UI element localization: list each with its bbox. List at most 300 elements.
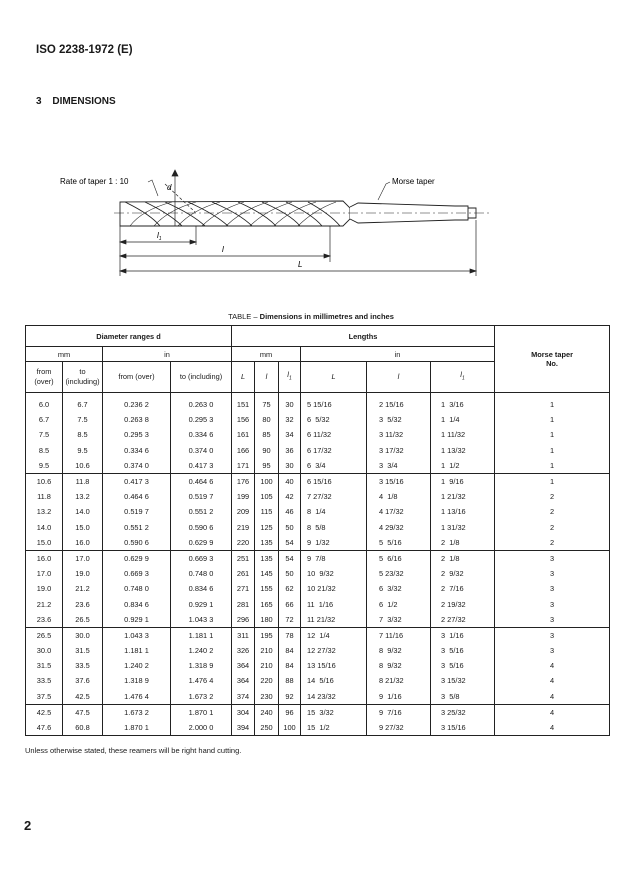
table-cell: 2 27/32 [431,612,495,628]
page-number: 2 [24,818,32,833]
table-cell: 3 [495,550,610,566]
table-cell: 4 [495,658,610,673]
table-cell: 10.6 [26,473,63,489]
table-cell: 1.673 2 [103,704,171,720]
table-cell: 3 17/32 [367,443,431,458]
table-cell: 155 [255,581,279,596]
table-cell: 281 [232,596,255,611]
table-cell: 5 23/32 [367,566,431,581]
table-cell: 0.519 7 [103,504,171,519]
table-cell: 30.0 [63,627,103,643]
table-cell: 171 [232,458,255,474]
table-cell: 0.929 1 [103,612,171,628]
morse-leader [378,182,390,200]
table-cell: 12 1/4 [301,627,367,643]
table-cell: 2 1/8 [431,550,495,566]
table-cell: 1 [495,473,610,489]
table-cell: 1 1/4 [431,412,495,427]
L-label: L [298,260,303,269]
table-cell: 96 [279,704,301,720]
table-cell: 0.551 2 [171,504,232,519]
table-cell: 15.0 [26,535,63,551]
table-cell: 311 [232,627,255,643]
table-cell: 9.5 [63,443,103,458]
table-cell: 1 9/16 [431,473,495,489]
table-cell: 5 6/16 [367,550,431,566]
table-cell: 85 [255,427,279,442]
L-in-header: L [301,362,367,393]
table-cell: 21.2 [63,581,103,596]
table-cell: 84 [279,643,301,658]
table-cell: 9 1/32 [301,535,367,551]
table-cell: 326 [232,643,255,658]
table-cell: 19.0 [26,581,63,596]
table-cell: 1.673 2 [171,689,232,705]
table-cell: 4 [495,673,610,688]
table-cell: 10 9/32 [301,566,367,581]
table-cell: 42.5 [63,689,103,705]
table-cell: 2 19/32 [431,596,495,611]
table-cell: 54 [279,535,301,551]
table-cell: 364 [232,658,255,673]
table-cell: 1 1/2 [431,458,495,474]
table-cell: 3 15/16 [431,720,495,736]
dimensions-table [25,325,610,736]
table-cell: 0.669 3 [171,550,232,566]
table-cell: 0.519 7 [171,489,232,504]
table-cell: 3 1/16 [431,627,495,643]
l1-header: $l_1$ [279,362,301,393]
table-cell: 1.476 4 [171,673,232,688]
table-cell: 80 [255,412,279,427]
table-row [26,581,610,596]
mm2-header: mm [232,347,301,362]
table-cell: 1 21/32 [431,489,495,504]
table-cell: 30 [279,393,301,413]
table-cell: 3 [495,596,610,611]
morse-header: Morse taper No. [495,326,610,393]
table-cell: 2 [495,520,610,535]
table-row [26,720,610,736]
table-cell: 135 [255,535,279,551]
table-cell: 2 7/16 [431,581,495,596]
table-cell: 0.464 6 [171,473,232,489]
table-cell: 46 [279,504,301,519]
table-cell: 14 5/16 [301,673,367,688]
table-cell: 6 17/32 [301,443,367,458]
table-cell: 9 7/16 [367,704,431,720]
l1-in-header: $l_1$ [431,362,495,393]
table-cell: 176 [232,473,255,489]
table-cell: 66 [279,596,301,611]
table-cell: 62 [279,581,301,596]
table-cell: 37.5 [26,689,63,705]
table-cell: 36 [279,443,301,458]
table-cell: 7 11/16 [367,627,431,643]
rate-label: Rate of taper 1 : 10 [60,177,129,186]
table-cell: 3 5/16 [431,658,495,673]
L-header: L [232,362,255,393]
table-cell: 0.464 6 [103,489,171,504]
table-cell: 2 9/32 [431,566,495,581]
table-cell: 6.7 [26,412,63,427]
from-over-in-header: from (over) [103,362,171,393]
table-row [26,393,610,413]
table-cell: 2 15/16 [367,393,431,413]
table-cell: 11 21/32 [301,612,367,628]
table-cell: 31.5 [63,643,103,658]
table-cell: 17.0 [26,566,63,581]
table-cell: 75 [255,393,279,413]
table-cell: 6 1/2 [367,596,431,611]
table-cell: 4 [495,720,610,736]
table-cell: 165 [255,596,279,611]
table-cell: 47.6 [26,720,63,736]
table-cell: 23.6 [26,612,63,628]
table-cell: 0.295 3 [103,427,171,442]
table-cell: 10 21/32 [301,581,367,596]
table-cell: 6 3/4 [301,458,367,474]
table-caption-main: Dimensions in millimetres and inches [259,312,394,321]
table-cell: 3 5/32 [367,412,431,427]
table-cell: 1.476 4 [103,689,171,705]
table-cell: 3 3/4 [367,458,431,474]
table-cell: 0.417 3 [171,458,232,474]
table-cell: 394 [232,720,255,736]
table-cell: 4 [495,704,610,720]
table-cell: 19.0 [63,566,103,581]
table-cell: 1.181 1 [171,627,232,643]
table-cell: 5 15/16 [301,393,367,413]
table-cell: 11.8 [63,473,103,489]
table-cell: 3 [495,581,610,596]
table-row [26,458,610,474]
table-cell: 21.2 [26,596,63,611]
table-cell: 3 15/32 [431,673,495,688]
table-cell: 1.181 1 [103,643,171,658]
table-cell: 135 [255,550,279,566]
table-cell: 10.6 [63,458,103,474]
table-cell: 11.8 [26,489,63,504]
table-row [26,704,610,720]
table-cell: 7.5 [63,412,103,427]
table-cell: 14 23/32 [301,689,367,705]
to-including-header: to (including) [63,362,103,393]
table-cell: 26.5 [26,627,63,643]
table-cell: 8 1/4 [301,504,367,519]
table-cell: 3 [495,612,610,628]
table-row [26,673,610,688]
table-cell: 1.240 2 [103,658,171,673]
table-cell: 15.0 [63,520,103,535]
table-cell: 8 21/32 [367,673,431,688]
table-cell: 4 1/8 [367,489,431,504]
table-cell: 1.318 9 [171,658,232,673]
table-caption [0,312,622,321]
table-cell: 210 [255,643,279,658]
table-cell: 95 [255,458,279,474]
table-cell: 145 [255,566,279,581]
table-cell: 42.5 [26,704,63,720]
table-cell: 374 [232,689,255,705]
table-cell: 3 5/16 [431,643,495,658]
table-cell: 100 [279,720,301,736]
table-cell: 100 [255,473,279,489]
table-cell: 364 [232,673,255,688]
l-label: l [222,245,224,254]
table-cell: 0.590 6 [103,535,171,551]
morse-label: Morse taper [392,177,435,186]
table-cell: 296 [232,612,255,628]
table-cell: 8 9/32 [367,643,431,658]
table-cell: 251 [232,550,255,566]
table-cell: 8 5/8 [301,520,367,535]
table-cell: 115 [255,504,279,519]
table-cell: 3 [495,627,610,643]
table-cell: 0.334 6 [171,427,232,442]
table-cell: 72 [279,612,301,628]
table-row [26,596,610,611]
reamer-drawing [0,0,622,300]
table-cell: 3 11/32 [367,427,431,442]
table-cell: 1.240 2 [171,643,232,658]
table-cell: 90 [255,443,279,458]
table-cell: 9 7/8 [301,550,367,566]
table-cell: 11 1/16 [301,596,367,611]
table-cell: 17.0 [63,550,103,566]
table-row [26,658,610,673]
table-row [26,473,610,489]
table-cell: 3 25/32 [431,704,495,720]
table-cell: 0.629 9 [103,550,171,566]
table-cell: 54 [279,550,301,566]
table-cell: 271 [232,581,255,596]
table-cell: 6.0 [26,393,63,413]
section-title: DIMENSIONS [52,96,116,107]
table-cell: 1.043 3 [171,612,232,628]
table-cell: 261 [232,566,255,581]
table-cell: 210 [255,658,279,673]
table-cell: 0.551 2 [103,520,171,535]
document-header: ISO 2238-1972 (E) [36,44,133,56]
table-cell: 2 1/8 [431,535,495,551]
table-cell: 23.6 [63,596,103,611]
table-row [26,504,610,519]
table-cell: 34 [279,427,301,442]
table-cell: 40 [279,473,301,489]
table-cell: 220 [255,673,279,688]
table-cell: 13.2 [26,504,63,519]
diameter-header: Diameter ranges d [26,326,232,347]
table-cell: 1 13/16 [431,504,495,519]
table-cell: 50 [279,566,301,581]
table-cell: 3 15/16 [367,473,431,489]
table-cell: 8 9/32 [367,658,431,673]
table-cell: 12 27/32 [301,643,367,658]
table-cell: 3 [495,566,610,581]
table-cell: 6 5/32 [301,412,367,427]
table-row [26,489,610,504]
table-row [26,643,610,658]
in-header: in [103,347,232,362]
table-cell: 151 [232,393,255,413]
table-cell: 47.5 [63,704,103,720]
table-row [26,689,610,705]
table-cell: 0.236 2 [103,393,171,413]
table-cell: 1 [495,412,610,427]
table-body [26,393,610,736]
section-number: 3 [36,96,42,107]
table-cell: 1 31/32 [431,520,495,535]
table-cell: 195 [255,627,279,643]
table-cell: 0.629 9 [171,535,232,551]
table-cell: 1 [495,443,610,458]
table-cell: 92 [279,689,301,705]
table-cell: 0.263 0 [171,393,232,413]
lengths-header: Lengths [232,326,495,347]
table-cell: 1 13/32 [431,443,495,458]
table-cell: 3 [495,643,610,658]
table-cell: 14.0 [26,520,63,535]
table-cell: 8.5 [26,443,63,458]
table-cell: 2 [495,489,610,504]
table-row [26,550,610,566]
table-cell: 0.374 0 [171,443,232,458]
table-cell: 4 17/32 [367,504,431,519]
table-row [26,427,610,442]
l-in-header: l [367,362,431,393]
table-cell: 16.0 [63,535,103,551]
table-cell: 1.043 3 [103,627,171,643]
table-row [26,535,610,551]
table-cell: 0.334 6 [103,443,171,458]
l-header: l [255,362,279,393]
table-cell: 156 [232,412,255,427]
table-cell: 3 5/8 [431,689,495,705]
table-cell: 2 [495,535,610,551]
table-cell: 13.2 [63,489,103,504]
table-cell: 240 [255,704,279,720]
rate-leader [148,180,158,196]
table-cell: 33.5 [63,658,103,673]
table-row [26,443,610,458]
table-cell: 0.748 0 [103,581,171,596]
table-cell: 0.834 6 [103,596,171,611]
table-cell: 209 [232,504,255,519]
table-cell: 2 [495,504,610,519]
table-cell: 31.5 [26,658,63,673]
table-cell: 1.870 1 [103,720,171,736]
table-cell: 1 3/16 [431,393,495,413]
table-cell: 6 3/32 [367,581,431,596]
table-cell: 0.929 1 [171,596,232,611]
table-cell: 6.7 [63,393,103,413]
table-row [26,520,610,535]
table-cell: 0.834 6 [171,581,232,596]
table-cell: 26.5 [63,612,103,628]
table-cell: 0.669 3 [103,566,171,581]
table-cell: 125 [255,520,279,535]
table-cell: 15 3/32 [301,704,367,720]
table-cell: 50 [279,520,301,535]
table-cell: 304 [232,704,255,720]
table-cell: 0.590 6 [171,520,232,535]
table-cell: 16.0 [26,550,63,566]
table-row [26,412,610,427]
table-cell: 220 [232,535,255,551]
mm-header: mm [26,347,103,362]
table-cell: 1 [495,427,610,442]
table-caption-prefix: TABLE – [228,312,258,321]
table-cell: 33.5 [26,673,63,688]
table-cell: 1.870 1 [171,704,232,720]
table-cell: 1 11/32 [431,427,495,442]
table-row [26,566,610,581]
table-cell: 1.318 9 [103,673,171,688]
table-cell: 166 [232,443,255,458]
table-cell: 6 15/16 [301,473,367,489]
table-cell: 0.748 0 [171,566,232,581]
table-cell: 230 [255,689,279,705]
footnote: Unless otherwise stated, these reamers will be right hand cutting. [25,746,242,755]
table-cell: 30 [279,458,301,474]
table-cell: 219 [232,520,255,535]
table-cell: 1 [495,393,610,413]
table-cell: 15 1/2 [301,720,367,736]
table-cell: 7 27/32 [301,489,367,504]
table-cell: 42 [279,489,301,504]
table-cell: 6 11/32 [301,427,367,442]
table-cell: 78 [279,627,301,643]
table-cell: 8.5 [63,427,103,442]
table-cell: 2.000 0 [171,720,232,736]
table-cell: 88 [279,673,301,688]
d-label: d [167,183,172,192]
l1-label: $l_1$ [157,231,162,242]
to-including-in-header: to (including) [171,362,232,393]
table-cell: 0.374 0 [103,458,171,474]
table-cell: 7.5 [26,427,63,442]
table-cell: 199 [232,489,255,504]
table-cell: 180 [255,612,279,628]
table-cell: 4 29/32 [367,520,431,535]
table-cell: 14.0 [63,504,103,519]
in2-header: in [301,347,495,362]
table-cell: 7 3/32 [367,612,431,628]
table-cell: 30.0 [26,643,63,658]
from-over-header: from (over) [26,362,63,393]
table-row [26,612,610,628]
table-cell: 37.6 [63,673,103,688]
table-cell: 0.263 8 [103,412,171,427]
table-cell: 60.8 [63,720,103,736]
reamer-body [114,201,490,226]
table-cell: 105 [255,489,279,504]
table-cell: 84 [279,658,301,673]
table-cell: 5 5/16 [367,535,431,551]
table-cell: 13 15/16 [301,658,367,673]
table-cell: 9.5 [26,458,63,474]
table-row [26,627,610,643]
table-cell: 161 [232,427,255,442]
table-cell: 9 1/16 [367,689,431,705]
table-cell: 4 [495,689,610,705]
table-cell: 0.417 3 [103,473,171,489]
table-cell: 250 [255,720,279,736]
table-cell: 32 [279,412,301,427]
table-cell: 1 [495,458,610,474]
table-cell: 0.295 3 [171,412,232,427]
